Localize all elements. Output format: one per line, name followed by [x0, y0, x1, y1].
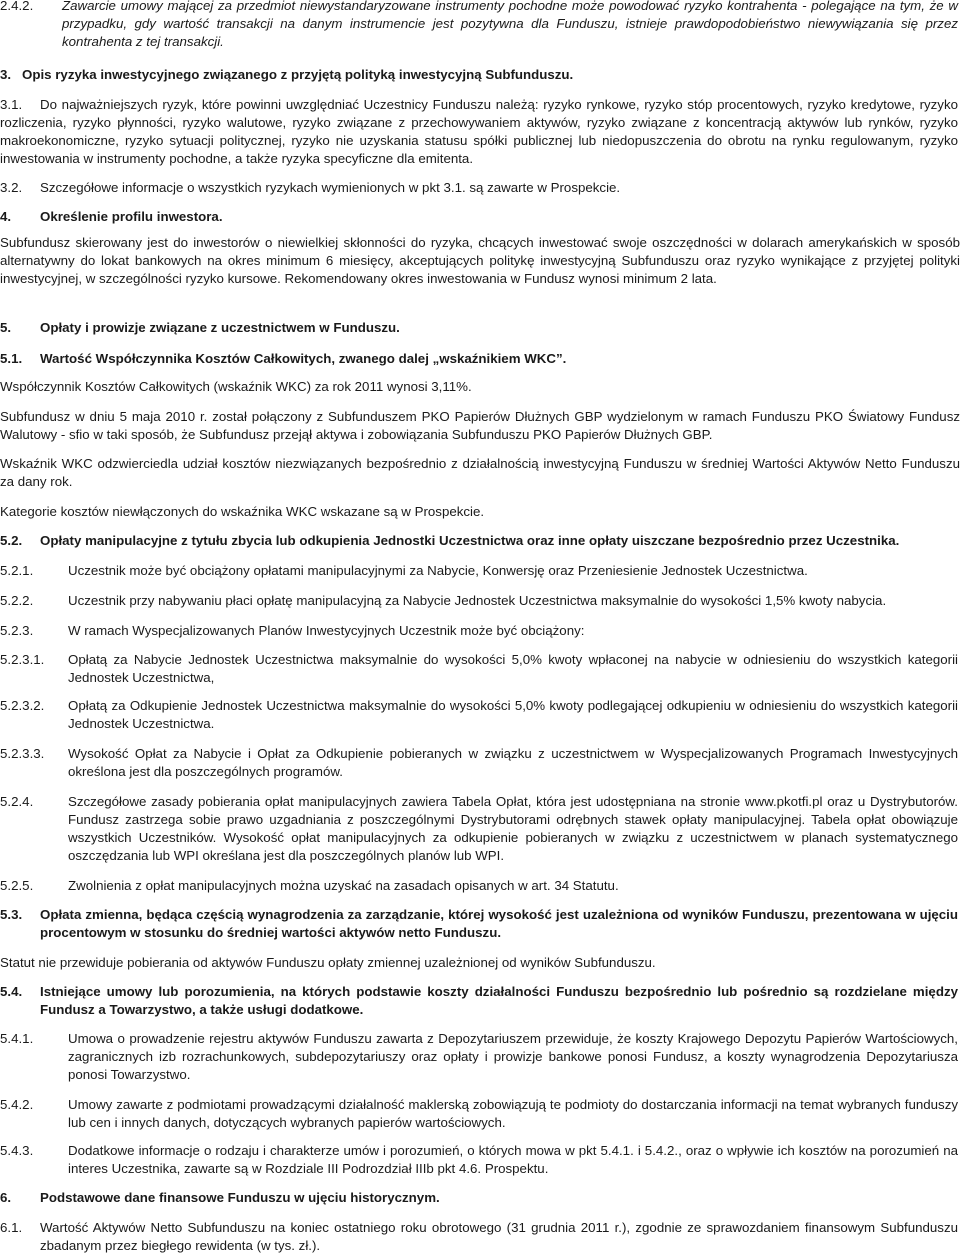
section-text: Zawarcie umowy mającej za przedmiot niewystandaryzowane instrumenty pochodne może powodować ryzyko kontrahenta - polegające na tym, że w przypadku, gdy wartość transakcji na danym instrumencie jest pozytywna dla Funduszu, istnieje prawdopodobieństwo niewywiązania się przez kontrahenta z tej transakcji.	[62, 0, 958, 49]
section-number: 5.4.1.	[0, 1031, 34, 1046]
section-text: Wysokość Opłat za Nabycie i Opłat za Odkupienie pobieranych w związku z uczestnictwem w Wyspecjalizowanych Programach Inwestycyjnych określona jest dla poszczególnych programów.	[68, 746, 958, 779]
section-number: 5.4.3.	[0, 1143, 34, 1158]
section-number: 5.2.	[0, 533, 23, 548]
section-text: Uczestnik przy nabywaniu płaci opłatę manipulacyjną za Nabycie Jednostek Uczestnictwa maksymalnie do wysokości 1,5% kwoty nabycia.	[68, 593, 887, 608]
section-text: Uczestnik może być obciążony opłatami manipulacyjnymi za Nabycie, Konwersję oraz Przeniesienie Jednostek Uczestnictwa.	[68, 563, 808, 578]
section-title: Opis ryzyka inwestycyjnego związanego z przyjętą polityką inwestycyjną Subfunduszu.	[22, 67, 574, 82]
section-number: 3.	[0, 67, 12, 82]
section-number: 5.4.	[0, 984, 23, 999]
section-text: Umowa o prowadzenie rejestru aktywów Funduszu zawarta z Depozytariuszem przewiduje, że koszty Krajowego Depozytu Papierów Wartościowych, zagranicznych izb rozrachunkowych, subdepozytariuszy oraz opłaty i prowizje bankowe ponosi Fundusz, a koszty wynagrodzenia Depozytariusza ponosi Towarzystwo.	[68, 1031, 958, 1082]
section-number: 5.2.2.	[0, 593, 34, 608]
section-text: W ramach Wyspecjalizowanych Planów Inwestycyjnych Uczestnik może być obciążony:	[68, 623, 585, 638]
investor-profile-paragraph: Subfundusz skierowany jest do inwestorów o niewielkiej skłonności do ryzyka, chcących inwestować swoje oszczędności w dolarach amerykańskich w sposób alternatywny do lokat bankowych na okres minimum 6 miesięcy, akceptujących politykę inwestycyjną Subfunduszu oraz ryzyko wynikające z przyjętej polityki inwestycyjnej, w szczególności ryzyko kursowe. Rekomendowany okres inwestowania w Fundusz wynosi minimum 2 lata.	[0, 235, 960, 286]
section-text: Wartość Aktywów Netto Subfunduszu na koniec ostatniego roku obrotowego (31 grudnia 2011 r.), zgodnie ze sprawozdaniem finansowym Subfunduszu zbadanym przez biegłego rewidenta (w tys. zł.).	[40, 1220, 958, 1253]
section-title: Istniejące umowy lub porozumienia, na których podstawie koszty działalności Funduszu bezpośrednio lub pośrednio są rozdzielane między Fundusz a Towarzystwo, a także usługi dodatkowe.	[40, 984, 958, 1017]
section-number: 5.2.5.	[0, 878, 34, 893]
section-title: Opłata zmienna, będąca częścią wynagrodzenia za zarządzanie, której wysokość jest uzależniona od wyników Funduszu, prezentowana w ujęciu procentowym w stosunku do średniej wartości aktywów netto Funduszu.	[40, 907, 958, 940]
section-number: 5.2.3.1.	[0, 652, 45, 667]
wkc-definition-paragraph: Wskaźnik WKC odzwierciedla udział kosztów niezwiązanych bezpośrednio z działalnością inwestycyjną Funduszu w średniej Wartości Aktywów Netto Funduszu za dany rok.	[0, 456, 960, 489]
section-number: 6.	[0, 1190, 12, 1205]
section-title: Opłaty manipulacyjne z tytułu zbycia lub odkupienia Jednostki Uczestnictwa oraz inne opłaty uiszczane bezpośrednio przez Uczestnika.	[40, 533, 900, 548]
section-number: 3.1.	[0, 97, 23, 112]
merger-paragraph: Subfundusz w dniu 5 maja 2010 r. został połączony z Subfunduszem PKO Papierów Dłużnych GBP wydzielonym w ramach Funduszu PKO Światowy Fundusz Walutowy - sfio w taki sposób, że Subfundusz przejął aktywa i zobowiązania Subfunduszu PKO Papierów Dłużnych GBP.	[0, 409, 960, 442]
section-text: Opłatą za Odkupienie Jednostek Uczestnictwa maksymalnie do wysokości 5,0% kwoty podlegającej odkupieniu w odniesieniu do wszystkich kategorii Jednostek Uczestnictwa.	[68, 698, 958, 731]
section-text: Szczegółowe informacje o wszystkich ryzykach wymienionych w pkt 3.1. są zawarte w Prospekcie.	[40, 180, 621, 195]
section-number: 5.1.	[0, 351, 23, 366]
section-text: Opłatą za Nabycie Jednostek Uczestnictwa maksymalnie do wysokości 5,0% kwoty wpłaconej na nabycie w odniesieniu do wszystkich kategorii Jednostek Uczestnictwa,	[68, 652, 958, 685]
section-title: Określenie profilu inwestora.	[40, 209, 223, 224]
section-number: 6.1.	[0, 1220, 23, 1235]
section-number: 3.2.	[0, 180, 23, 195]
section-text: Szczegółowe zasady pobierania opłat manipulacyjnych zawiera Tabela Opłat, która jest udostępniana na stronie www.pkotfi.pl oraz u Dystrybutorów. Fundusz zastrzega sobie prawo uzgadniania z poszczególnymi Dystrybutorami odrębnych stawek opłaty manipulacyjnej. Tabela opłat obowiązuje wszystkich Uczestników. Wysokość opłat manipulacyjnych za odkupienie pobieranych w związku z uczestnictwem w planach systematycznego oszczędzania lub WPI określana jest dla poszczególnych planów lub WPI.	[68, 794, 958, 863]
section-number: 5.2.3.3.	[0, 746, 45, 761]
section-number: 5.3.	[0, 907, 23, 922]
section-text: Do najważniejszych ryzyk, które powinni uwzględniać Uczestnicy Funduszu należą: ryzyko rynkowe, ryzyko stóp procentowych, ryzyko kredytowe, ryzyko rozliczenia, ryzyko płynności, ryzyko walutowe, ryzyko związane z przechowywaniem aktywów, ryzyko związane z koncentracją aktywów lub rynków, ryzyko makroekonomiczne, ryzyko sytuacji politycznej, ryzyko nie uzyskania statusu spółki publicznej lub niedopuszczenia do obrotu na rynku regulowanym, ryzyko inwestowania w instrumenty pochodne, a także ryzyka specyficzne dla emitenta.	[0, 97, 958, 166]
variable-fee-paragraph: Statut nie przewiduje pobierania od aktywów Funduszu opłaty zmiennej uzależnionej od wyników Subfunduszu.	[0, 955, 656, 970]
section-number: 5.2.4.	[0, 794, 34, 809]
section-text: Dodatkowe informacje o rodzaju i charakterze umów i porozumień, o których mowa w pkt 5.4.1. i 5.4.2., oraz o wpływie ich kosztów na porozumień na interes Uczestnika, zawarte są w Rozdziale III Podrozdział IIIb pkt 4.6. Prospektu.	[68, 1143, 958, 1176]
section-number: 2.4.2.	[0, 0, 34, 13]
section-title: Opłaty i prowizje związane z uczestnictwem w Funduszu.	[40, 320, 400, 335]
section-title: Podstawowe dane finansowe Funduszu w ujęciu historycznym.	[40, 1190, 440, 1205]
section-number: 5.2.3.2.	[0, 698, 45, 713]
wkc-value-paragraph: Współczynnik Kosztów Całkowitych (wskaźnik WKC) za rok 2011 wynosi 3,11%.	[0, 379, 472, 394]
section-number: 5.	[0, 320, 12, 335]
section-title: Wartość Współczynnika Kosztów Całkowitych, zwanego dalej „wskaźnikiem WKC”.	[40, 351, 567, 366]
section-number: 4.	[0, 209, 12, 224]
cost-categories-paragraph: Kategorie kosztów niewłączonych do wskaźnika WKC wskazane są w Prospekcie.	[0, 504, 485, 519]
section-number: 5.2.3.	[0, 623, 34, 638]
section-number: 5.2.1.	[0, 563, 34, 578]
section-text: Zwolnienia z opłat manipulacyjnych można uzyskać na zasadach opisanych w art. 34 Statutu.	[68, 878, 619, 893]
section-number: 5.4.2.	[0, 1097, 34, 1112]
section-text: Umowy zawarte z podmiotami prowadzącymi działalność maklerską zobowiązują te podmioty do dostarczania informacji na temat wybranych funduszy lub cen i innych danych, dotyczących wybranych papierów wartościowych.	[68, 1097, 958, 1130]
